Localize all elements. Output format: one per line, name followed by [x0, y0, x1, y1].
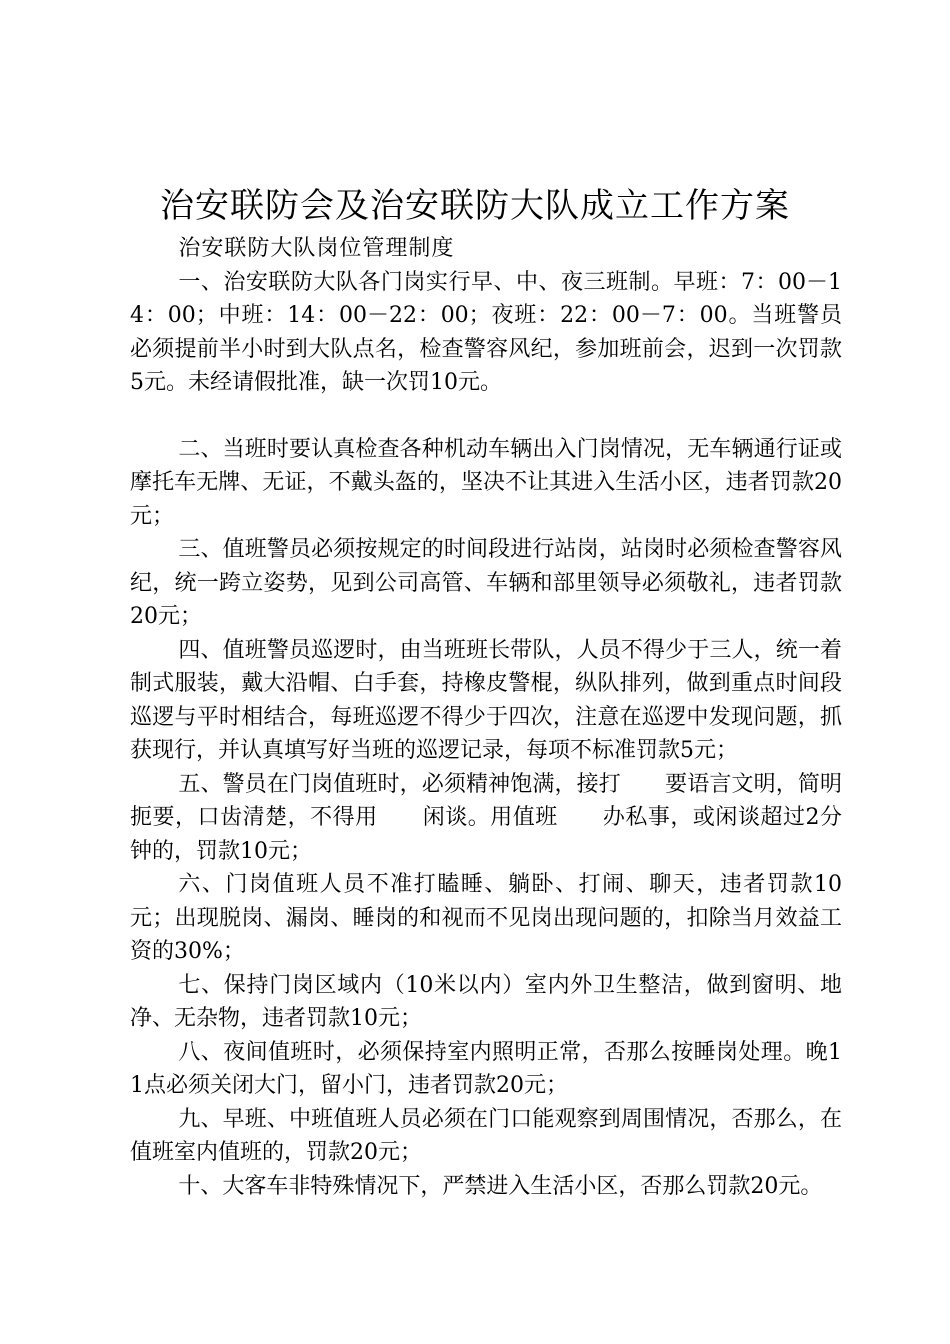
paragraph-9: 九、早班、中班值班人员必须在门口能观察到周围情况，否那么，在值班室内值班的，罚款20元； [130, 1106, 842, 1165]
paragraph-3: 三、值班警员必须按规定的时间段进行站岗，站岗时必须检查警容风纪，统一跨立姿势，见到公司高管、车辆和部里领导必须敬礼，违者罚款20元； [130, 537, 842, 629]
document-title: 治安联防会及治安联防大队成立工作方案 [160, 186, 790, 226]
paragraph-6: 六、门岗值班人员不准打瞌睡、躺卧、打闹、聊天，违者罚款10元；出现脱岗、漏岗、睡岗的和视而不见岗出现问题的，扣除当月效益工资的30%； [130, 872, 842, 964]
paragraph-1: 一、治安联防大队各门岗实行早、中、夜三班制。早班：7：00－14：00；中班：14：00－22：00；夜班：22：00－7：00。当班警员必须提前半小时到大队点名，检查警容风纪，参加班前会，迟到一次罚款5元。未经请假批准，缺一次罚10元。 [130, 269, 842, 395]
paragraph-4: 四、值班警员巡逻时，由当班班长带队，人员不得少于三人，统一着制式服装，戴大沿帽、白手套，持橡皮警棍，纵队排列，做到重点时间段巡逻与平时相结合，每班巡逻不得少于四次，注意在巡逻中发现问题，抓获现行，并认真填写好当班的巡逻记录，每项不标准罚款5元； [130, 637, 842, 763]
paragraph-8: 八、夜间值班时，必须保持室内照明正常，否那么按睡岗处理。晚11点必须关闭大门，留小门，违者罚款20元； [130, 1039, 842, 1098]
document-body [130, 232, 842, 1203]
document-subtitle: 治安联防大队岗位管理制度 [178, 236, 455, 261]
paragraph-7: 七、保持门岗区域内（10米以内）室内外卫生整洁，做到窗明、地净、无杂物，违者罚款10元； [130, 972, 842, 1031]
paragraph-5: 五、警员在门岗值班时，必须精神饱满，接打 要语言文明，简明扼要，口齿清楚，不得用 闲谈。用值班 办私事，或闲谈超过2分钟的，罚款10元； [130, 771, 842, 864]
paragraph-2: 二、当班时要认真检查各种机动车辆出入门岗情况，无车辆通行证或摩托车无牌、无证，不戴头盔的，坚决不让其进入生活小区，违者罚款20元； [130, 436, 842, 529]
paragraph-10: 十、大客车非特殊情况下，严禁进入生活小区，否那么罚款20元。 [178, 1173, 823, 1199]
